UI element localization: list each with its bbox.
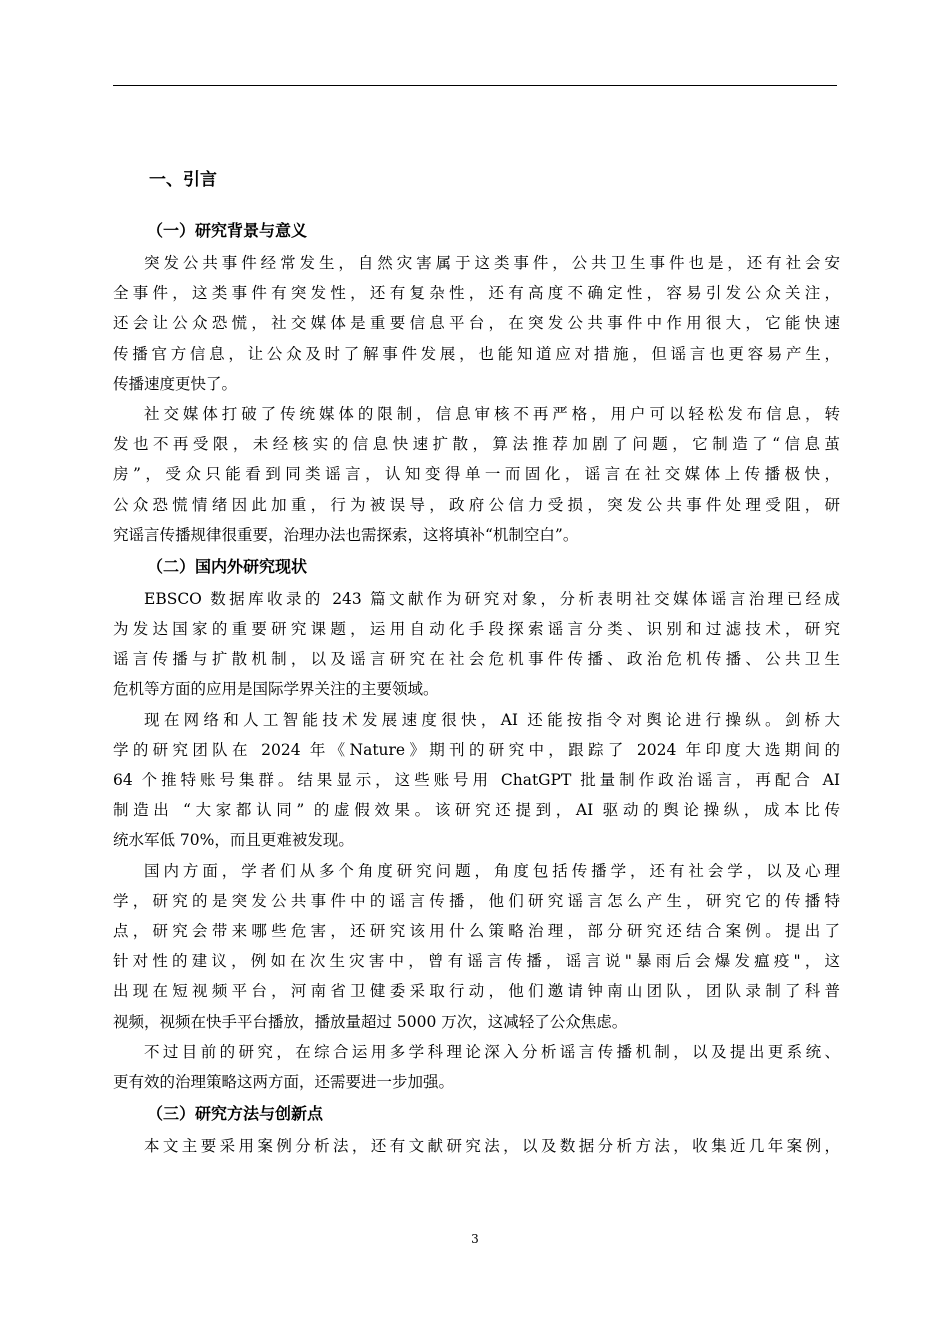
text-line: 究谣言传播规律很重要，治理办法也需探索，这将填补“机制空白”。 <box>113 525 579 544</box>
paragraph <box>113 399 840 550</box>
text-line: 国内方面，学者们从多个角度研究问题，角度包括传播学，还有社会学，以及心理 <box>144 861 840 880</box>
text-line: 传播速度更快了。 <box>113 374 238 393</box>
paragraph <box>113 705 840 856</box>
text-line: 本文主要采用案例分析法，还有文献研究法，以及数据分析方法，收集近几年案例， <box>144 1137 840 1156</box>
text-line: 更有效的治理策略这两方面，还需要进一步加强。 <box>113 1072 455 1091</box>
paragraph <box>113 856 840 1037</box>
text-line: 社交媒体打破了传统媒体的限制，信息审核不再严格，用户可以轻松发布信息，转 <box>144 404 840 423</box>
text-line: 发也不再受限，未经核实的信息快速扩散，算法推荐加剧了问题，它制造了“信息茧 <box>113 435 840 454</box>
text-line: 针对性的建议，例如在次生灾害中，曾有谣言传播，谣言说"暴雨后会爆发瘟疫"，这 <box>113 952 840 971</box>
page-number: 3 <box>471 1232 479 1246</box>
text-line: 统水军低 70%，而且更难被发现。 <box>113 831 354 850</box>
text-line: 还会让公众恐慌，社交媒体是重要信息平台，在突发公共事件中作用很大，它能快速 <box>113 314 840 333</box>
paragraph <box>113 1131 840 1161</box>
text-line: 不过目前的研究，在综合运用多学科理论深入分析谣言传播机制，以及提出更系统、 <box>144 1042 840 1061</box>
paragraph <box>113 248 840 399</box>
header-rule <box>113 85 837 86</box>
text-line: 点，研究会带来哪些危害，还研究该用什么策略治理，部分研究还结合案例。提出了 <box>113 921 840 940</box>
text-line: 学的研究团队在 2024 年《Nature》期刊的研究中，跟踪了 2024 年印度大选期间的 <box>113 740 840 759</box>
subsection-heading-methods: （三）研究方法与创新点 <box>147 1104 324 1124</box>
subsection-heading-background: （一）研究背景与意义 <box>147 221 308 240</box>
page-content <box>113 162 840 1161</box>
text-line: 危机等方面的应用是国际学界关注的主要领域。 <box>113 680 439 699</box>
text-line: 突发公共事件经常发生，自然灾害属于这类事件，公共卫生事件也是，还有社会安 <box>144 254 840 272</box>
text-line: 公众恐慌情绪因此加重，行为被误导，政府公信力受损，突发公共事件处理受阻，研 <box>113 495 840 514</box>
subsection-heading-research-status: （二）国内外研究现状 <box>147 556 308 576</box>
text-line: 学，研究的是突发公共事件中的谣言传播，他们研究谣言怎么产生，研究它的传播特 <box>113 891 840 910</box>
text-line: 制造出 “大家都认同” 的虚假效果。该研究还提到，AI 驱动的舆论操纵，成本比传 <box>113 801 840 820</box>
section-title: 一、引言 <box>149 170 217 190</box>
text-line: 传播官方信息，让公众及时了解事件发展，也能知道应对措施，但谣言也更容易产生， <box>113 344 840 363</box>
paragraph <box>113 584 840 705</box>
text-line: 视频，视频在快手平台播放，播放量超过 5000 万次，这减轻了公众焦虑。 <box>113 1012 628 1031</box>
text-line: 64 个推特账号集群。结果显示，这些账号用 ChatGPT 批量制作政治谣言，再配合 AI <box>113 771 840 789</box>
text-line: 谣言传播与扩散机制，以及谣言研究在社会危机事件传播、政治危机传播、公共卫生 <box>113 650 840 669</box>
text-line: 全事件，这类事件有突发性，还有复杂性，还有高度不确定性，容易引发公众关注， <box>113 284 840 303</box>
paragraph <box>113 1037 840 1097</box>
text-line: 房”，受众只能看到同类谣言，认知变得单一而固化，谣言在社交媒体上传播极快， <box>113 465 840 484</box>
text-line: 为发达国家的重要研究课题，运用自动化手段探索谣言分类、识别和过滤技术，研究 <box>113 620 840 639</box>
text-line: 现在网络和人工智能技术发展速度很快，AI 还能按指令对舆论进行操纵。剑桥大 <box>144 710 840 729</box>
text-line: EBSCO 数据库收录的 243 篇文献作为研究对象，分析表明社交媒体谣言治理已经成 <box>144 589 840 608</box>
text-line: 出现在短视频平台，河南省卫健委采取行动，他们邀请钟南山团队，团队录制了科普 <box>113 982 840 1001</box>
